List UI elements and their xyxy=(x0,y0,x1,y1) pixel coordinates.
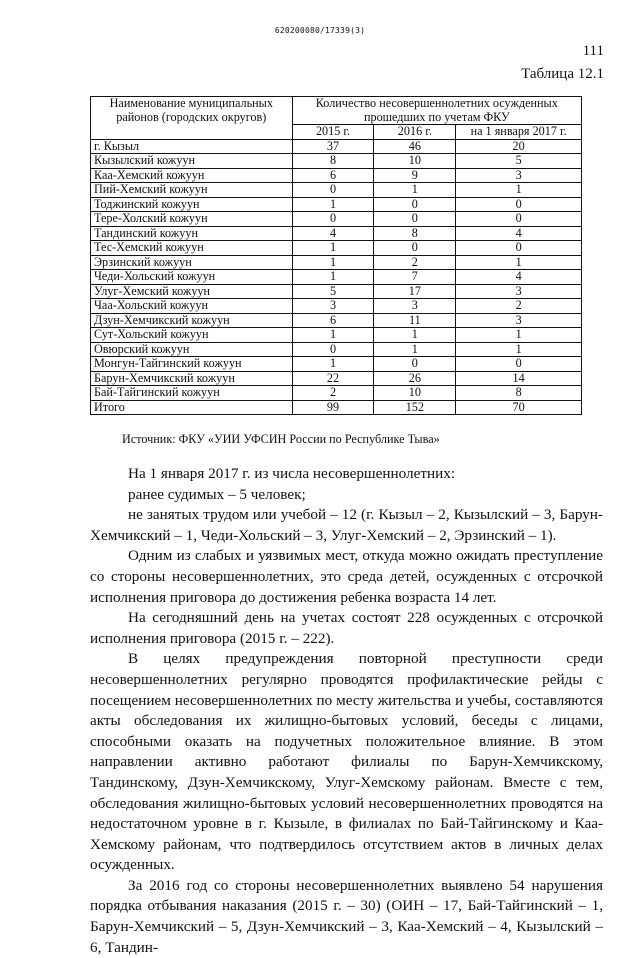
district-name-cell: Кызылский кожуун xyxy=(91,154,293,169)
table-row xyxy=(91,139,582,154)
table-row xyxy=(91,386,582,401)
table-row xyxy=(91,313,582,328)
value-2015-cell: 0 xyxy=(292,212,374,227)
value-2015-cell: 1 xyxy=(292,241,374,256)
paragraph-2: ранее судимых – 5 человек; xyxy=(128,485,306,503)
body-text xyxy=(90,464,603,958)
value-2017-cell: 4 xyxy=(456,226,582,241)
table-row xyxy=(91,357,582,372)
value-2016-cell: 11 xyxy=(374,313,456,328)
value-2017-cell: 14 xyxy=(456,371,582,386)
value-2017-cell: 1 xyxy=(456,328,582,343)
district-name-cell: Тандинский кожуун xyxy=(91,226,293,241)
district-name-cell: Каа-Хемский кожуун xyxy=(91,168,293,183)
table-row xyxy=(91,241,582,256)
table-row xyxy=(91,168,582,183)
table-row xyxy=(91,226,582,241)
district-name-cell: Чаа-Хольский кожуун xyxy=(91,299,293,314)
value-2015-cell: 99 xyxy=(292,400,374,415)
table-row xyxy=(91,270,582,285)
value-2017-cell: 1 xyxy=(456,183,582,198)
district-name-cell: Пий-Хемский кожуун xyxy=(91,183,293,198)
juvenile-convicts-table xyxy=(90,96,582,415)
document-number: 620200080/17339(3) xyxy=(274,26,366,35)
header-district-name: Наименование муниципальных районов (городских округов) xyxy=(91,97,293,140)
value-2016-cell: 8 xyxy=(374,226,456,241)
table-row xyxy=(91,284,582,299)
value-2016-cell: 10 xyxy=(374,154,456,169)
value-2016-cell: 152 xyxy=(374,400,456,415)
value-2016-cell: 10 xyxy=(374,386,456,401)
value-2015-cell: 1 xyxy=(292,197,374,212)
value-2015-cell: 1 xyxy=(292,328,374,343)
district-name-cell: Овюрский кожуун xyxy=(91,342,293,357)
paragraph-6: В целях предупреждения повторной преступности среди несовершеннолетних регулярно проводятся профилактические рейды с посещением несовершеннолетних по месту жительства и учебы, составляются акты обследования их жилищно-бытовых условий, беседы с лицами, способными оказать на подучетных положительное влияние. В этом направлении активно работают филиалы по Барун-Хемчикскому, Тандинскому, Дзун-Хемчикскому, Улуг-Хемскому районам. Вместе с тем, обследования жилищно-бытовых условий несовершеннолетних проводятся на недостаточном уровне в г. Кызыле, в филиалах по Бай-Тайгинскому и Каа-Хемскому районам, что подтвердилось отсутствием актов в личных делах осужденных. xyxy=(90,650,603,874)
table-caption: Таблица 12.1 xyxy=(521,66,604,82)
paragraph-3: не занятых трудом или учебой – 12 (г. Кызыл – 2, Кызылский – 3, Барун-Хемчикский – 1, Чеди-Хольский – 3, Улуг-Хемский – 2, Эрзинский – 1). xyxy=(90,506,603,544)
header-year-2017: на 1 января 2017 г. xyxy=(456,125,582,140)
table-row xyxy=(91,299,582,314)
value-2016-cell: 7 xyxy=(374,270,456,285)
value-2017-cell: 4 xyxy=(456,270,582,285)
paragraph-5: На сегодняшний день на учетах состоят 228 осужденных с отсрочкой исполнения приговора (2015 г. – 222). xyxy=(90,609,603,647)
value-2017-cell: 3 xyxy=(456,168,582,183)
district-name-cell: Дзун-Хемчикский кожуун xyxy=(91,313,293,328)
value-2015-cell: 6 xyxy=(292,313,374,328)
value-2016-cell: 26 xyxy=(374,371,456,386)
value-2017-cell: 70 xyxy=(456,400,582,415)
district-name-cell: Монгун-Тайгинский кожуун xyxy=(91,357,293,372)
table-row xyxy=(91,328,582,343)
value-2016-cell: 0 xyxy=(374,197,456,212)
district-name-cell: Бай-Тайгинский кожуун xyxy=(91,386,293,401)
value-2015-cell: 3 xyxy=(292,299,374,314)
value-2017-cell: 3 xyxy=(456,284,582,299)
value-2016-cell: 9 xyxy=(374,168,456,183)
table-row xyxy=(91,154,582,169)
district-name-cell: Барун-Хемчикский кожуун xyxy=(91,371,293,386)
header-year-2016: 2016 г. xyxy=(374,125,456,140)
table-row xyxy=(91,212,582,227)
value-2015-cell: 0 xyxy=(292,342,374,357)
district-name-cell: Улуг-Хемский кожуун xyxy=(91,284,293,299)
value-2017-cell: 3 xyxy=(456,313,582,328)
value-2017-cell: 1 xyxy=(456,255,582,270)
value-2017-cell: 0 xyxy=(456,241,582,256)
value-2016-cell: 2 xyxy=(374,255,456,270)
header-year-2015: 2015 г. xyxy=(292,125,374,140)
value-2017-cell: 0 xyxy=(456,212,582,227)
value-2016-cell: 17 xyxy=(374,284,456,299)
value-2017-cell: 5 xyxy=(456,154,582,169)
value-2015-cell: 6 xyxy=(292,168,374,183)
district-name-cell: Сут-Хольский кожуун xyxy=(91,328,293,343)
paragraph-1: На 1 января 2017 г. из числа несовершеннолетних: xyxy=(128,465,456,482)
paragraph-4: Одним из слабых и уязвимых мест, откуда можно ожидать преступление со стороны несовершеннолетних, это среда детей, осужденных с отсрочкой исполнения приговора до достижения ребенка возраста 14 лет. xyxy=(90,547,603,606)
value-2015-cell: 1 xyxy=(292,255,374,270)
value-2016-cell: 3 xyxy=(374,299,456,314)
value-2015-cell: 5 xyxy=(292,284,374,299)
value-2016-cell: 0 xyxy=(374,241,456,256)
value-2017-cell: 1 xyxy=(456,342,582,357)
value-2016-cell: 1 xyxy=(374,183,456,198)
table-row xyxy=(91,183,582,198)
district-name-cell: Эрзинский кожуун xyxy=(91,255,293,270)
district-name-cell: Чеди-Хольский кожуун xyxy=(91,270,293,285)
table-row xyxy=(91,371,582,386)
value-2017-cell: 0 xyxy=(456,197,582,212)
table-body xyxy=(91,139,582,415)
value-2016-cell: 0 xyxy=(374,212,456,227)
value-2015-cell: 0 xyxy=(292,183,374,198)
value-2017-cell: 2 xyxy=(456,299,582,314)
district-name-cell: г. Кызыл xyxy=(91,139,293,154)
value-2015-cell: 8 xyxy=(292,154,374,169)
district-name-cell: Тоджинский кожуун xyxy=(91,197,293,212)
table-row xyxy=(91,255,582,270)
table-row xyxy=(91,342,582,357)
table-row xyxy=(91,400,582,415)
value-2016-cell: 1 xyxy=(374,342,456,357)
page-number: 111 xyxy=(582,43,604,59)
table-source-note: Источник: ФКУ «УИИ УФСИН России по Республике Тыва» xyxy=(122,432,440,446)
value-2016-cell: 46 xyxy=(374,139,456,154)
district-name-cell: Тес-Хемский кожуун xyxy=(91,241,293,256)
value-2017-cell: 8 xyxy=(456,386,582,401)
district-name-cell: Итого xyxy=(91,400,293,415)
district-name-cell: Тере-Холский кожуун xyxy=(91,212,293,227)
value-2016-cell: 0 xyxy=(374,357,456,372)
value-2015-cell: 37 xyxy=(292,139,374,154)
value-2015-cell: 4 xyxy=(292,226,374,241)
paragraph-7: За 2016 год со стороны несовершеннолетних выявлено 54 нарушения порядка отбывания наказания (2015 г. – 30) (ОИН – 17, Бай-Тайгинский – 1, Барун-Хемчикский – 5, Дзун-Хемчикский – 3, Каа-Хемский – 4, Кызылский – 6, Тандин- xyxy=(90,876,603,956)
value-2015-cell: 1 xyxy=(292,270,374,285)
value-2017-cell: 20 xyxy=(456,139,582,154)
value-2017-cell: 0 xyxy=(456,357,582,372)
value-2015-cell: 2 xyxy=(292,386,374,401)
header-count-group: Количество несовершеннолетних осужденных прошедших по учетам ФКУ xyxy=(292,97,581,125)
value-2015-cell: 22 xyxy=(292,371,374,386)
value-2015-cell: 1 xyxy=(292,357,374,372)
value-2016-cell: 1 xyxy=(374,328,456,343)
table-row xyxy=(91,197,582,212)
